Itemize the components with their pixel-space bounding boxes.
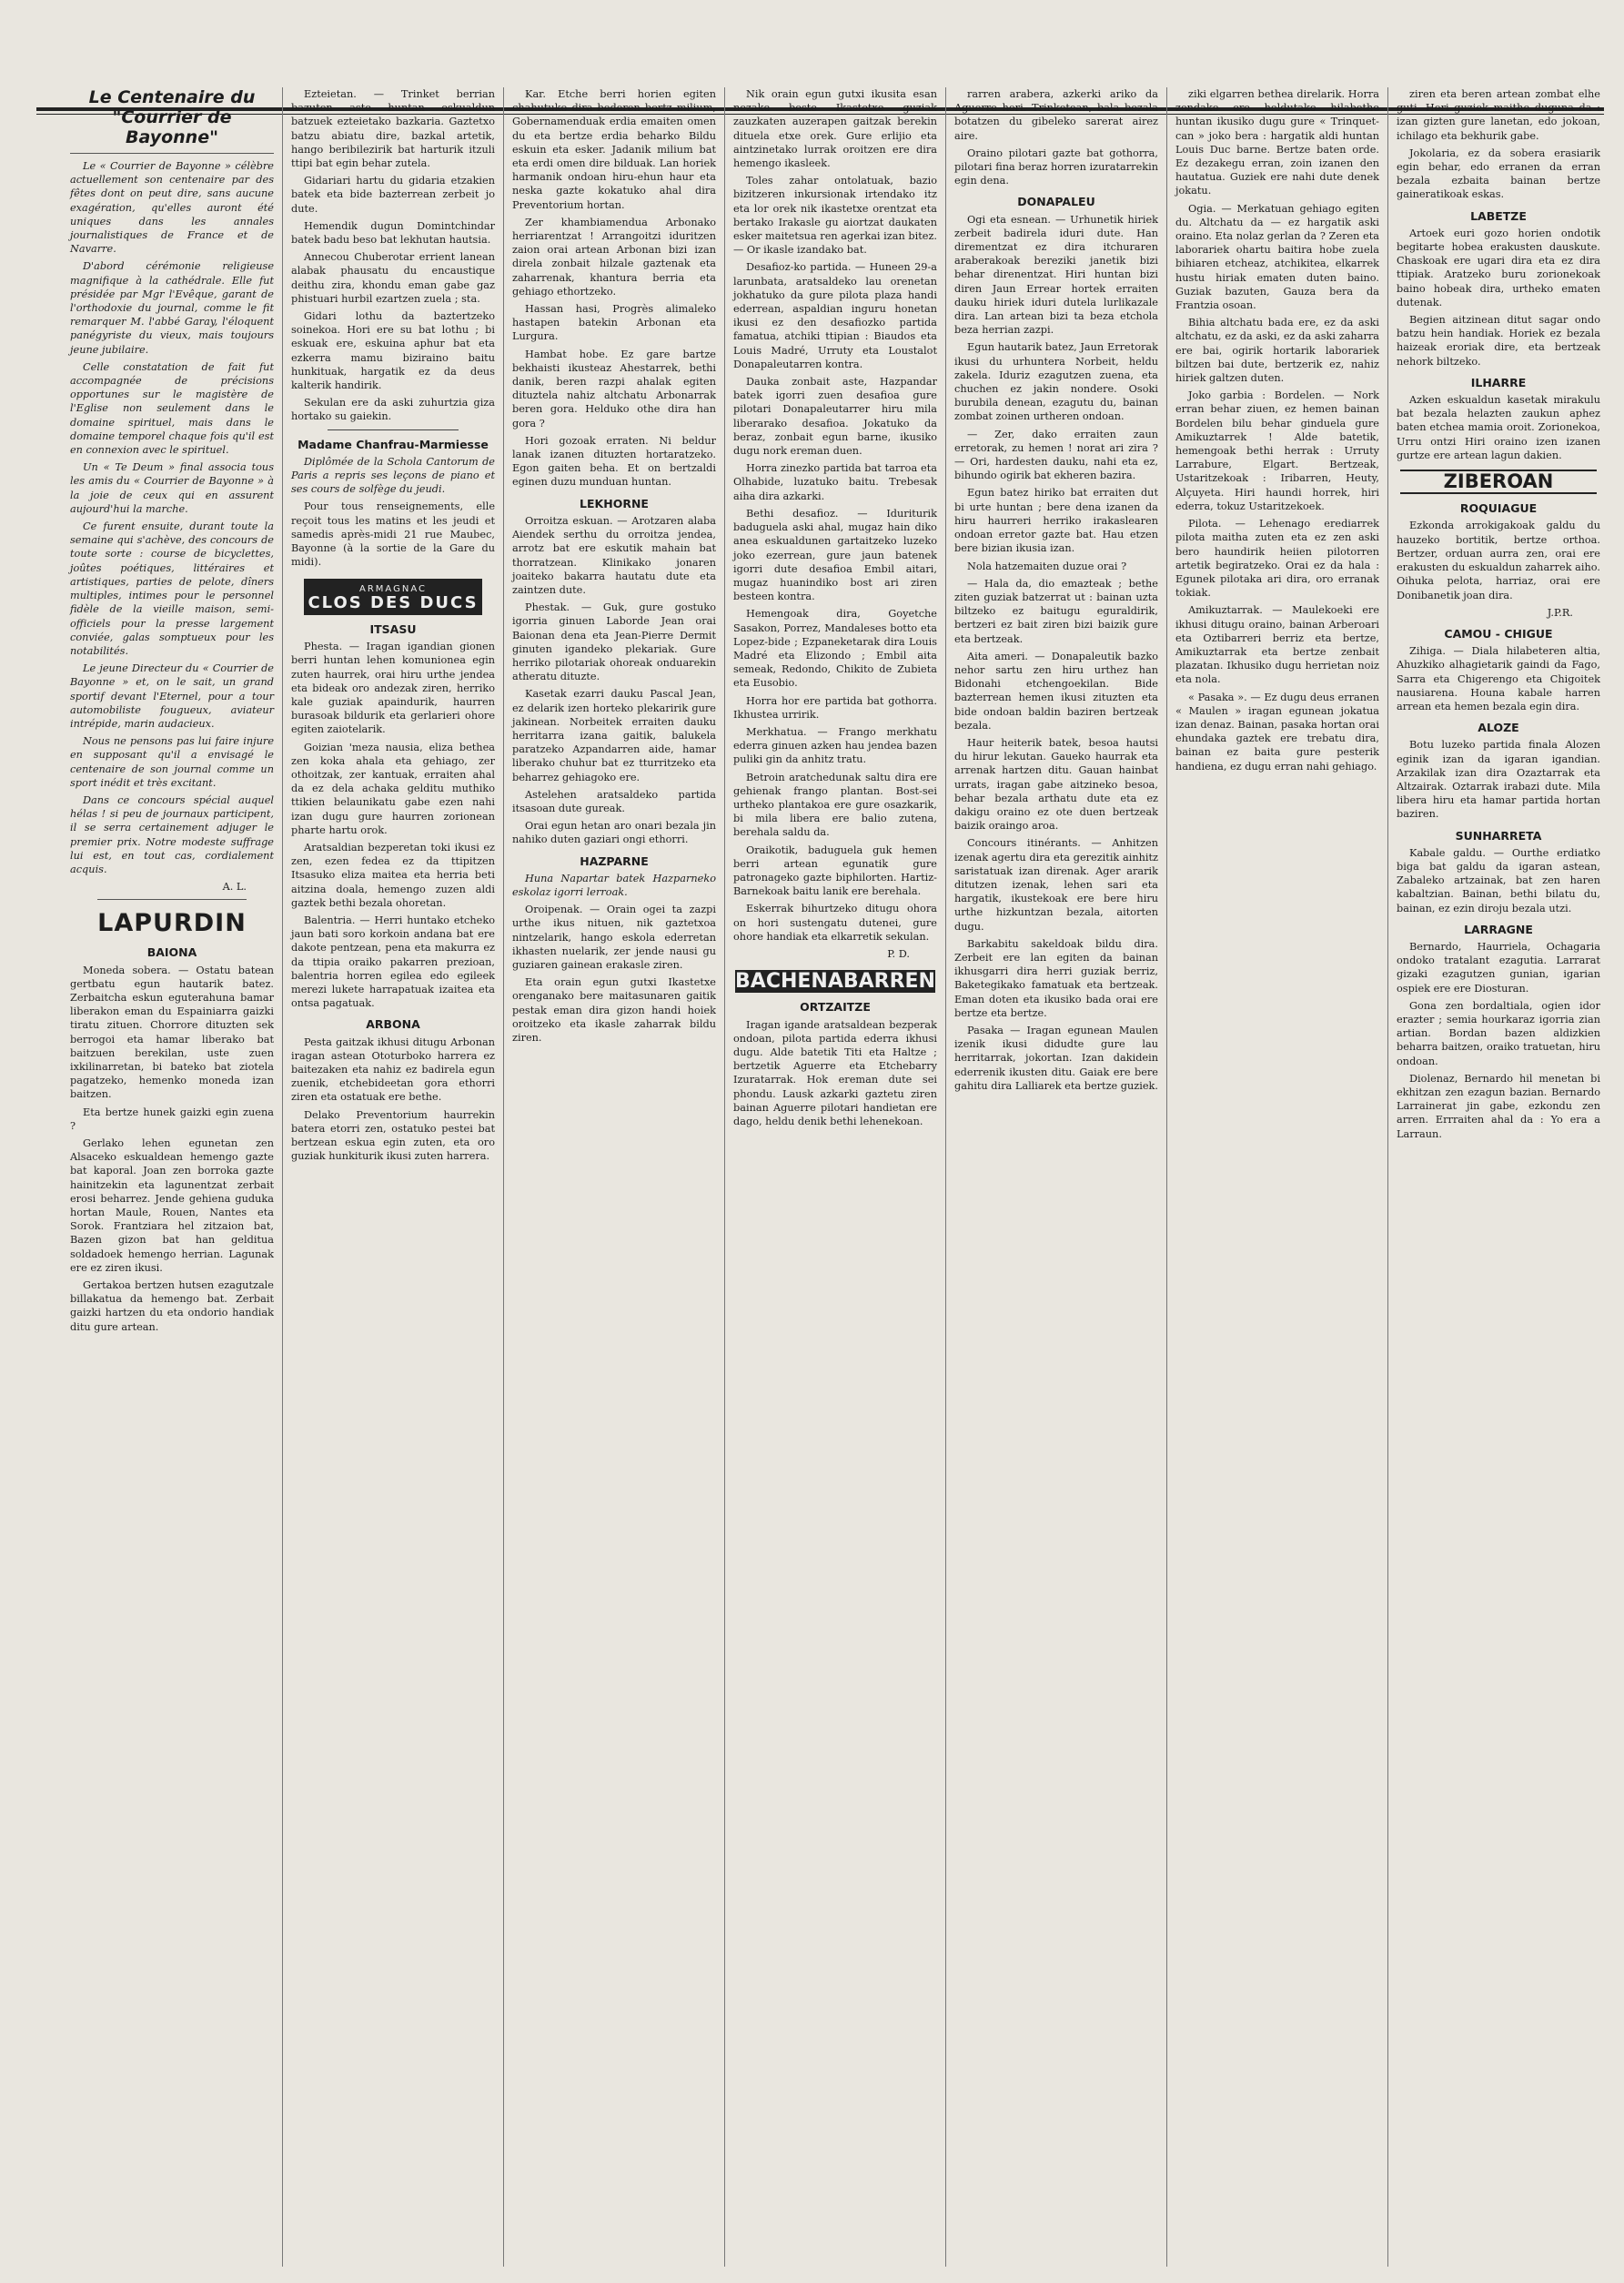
paragraph: Kabale galdu. — Ourthe erdiatko biga bat galdu da igaran astean, Zabaleko artzainak, bat zen haren kabaltzian. Bainan, bethi bilatu du, bainan, ez ezin diroju bezala utzi. xyxy=(1397,846,1600,914)
paragraph: Pesta gaitzak ikhusi ditugu Arbonan iragan astean Ototurboko harrera ez baitezaken eta nahiz ez badirela egun zuenik, etchebideetan gora ethorri ziren eta ostatuak ere bethe. xyxy=(291,1035,495,1104)
paragraph: Le jeune Directeur du « Courrier de Bayonne » et, on le sait, un grand sportif devant l'Eternel, pour a tour automobiliste fougueux, aviateur intrépide, marin audacieux. xyxy=(70,662,274,730)
paragraph: Kar. Etche berri horien egiten chahutuko dira bederen bortz milium, Gobernamenduak erdia emaiten omen du eta bertze erdia beharko Bildu eskuin eta esker. Jadanik milium bat eta erdi omen dire bilduak. Lan horiek harmanik ondoan hiru-ehun haur eta neska gazte kokatuko ahal dira Preventorium hortan. xyxy=(512,88,716,211)
paragraph: Sekulan ere da aski zuhurtzia giza hortako su gaiekin. xyxy=(291,397,495,423)
paragraph: Gona zen bordaltiala, ogien idor erazter ; semia hourkaraz igorria zian artian. Bordan bazen aldizkien beharra baitzen, oraiko tratuetan, hiru ondoan. xyxy=(1397,999,1600,1067)
column-4 xyxy=(725,87,946,2267)
paragraph: Oraikotik, baduguela guk hemen berri artean egunatik gure patronageko gazte biphilorten. Hartiz-Barnekoak baitu lanik ere berehala. xyxy=(733,843,937,898)
paragraph: rarren arabera, azkerki ariko da Aguerre hori. Trinketean, bala bezala botatzen du gibeleko sarerat airez aire. xyxy=(954,88,1158,142)
paragraph: Dauka zonbait aste, Hazpandar batek igorri zuen desafioa gure pilotari Donapaleutarrer hiru mila liberarako desafioa. Jokatuko da beraz, zonbait egun barne, ikusiko dugu nork ereman duen. xyxy=(733,376,937,458)
paragraph: Egun batez hiriko bat erraiten dut bi urte huntan ; bere dena izanen da hiru haurreri herriko irakaslearen ondoan erretor gazte bat. Hau etzen bere bizian ikusia izan. xyxy=(954,487,1158,555)
paragraph: Amikuztarrak. — Maulekoeki ere ikhusi ditugu oraino, bainan Arberoari eta Oztibarreri berriz eta bertze, Amikuztarrak eta bertze zenbait plazatan. Ikhusiko dugu herrietan noiz eta nola. xyxy=(1175,604,1379,686)
paragraph: Pasaka — Iragan egunean Maulen izenik ikusi didudte gure lau herritarrak, jokortan. Izan dakidein ederrenik ikusten ditu. Gaiak ere bere gahitu dira Lalliarek eta bertze guziek. xyxy=(954,1025,1158,1092)
paragraph: Moneda sobera. — Ostatu batean gertbatu egun hautarik batez. Zerbaitcha eskun eguterahuna bamar liberakon eman du Espainiarra gaizki tiratu zituen. Chorrore dituzten sek berrogoi eta hamar liberako bat baitzuen berekilan, uste zuen ixkilinarretan, bi bateko bat ziotela pagatzeko, hemenko moneda izan baitzen. xyxy=(70,964,274,1101)
paragraph: Hori gozoak erraten. Ni beldur lanak izanen dituzten hortaratzeko. Egon gaiten beha. Et on bertzaldi eginen duzu munduan huntan. xyxy=(512,434,716,489)
column-2 xyxy=(283,87,504,2267)
paragraph: Eskerrak bihurtzeko ditugu ohora on hori sustengatu dutenei, gure ohore handiak eta elkarretik sekulan. xyxy=(733,903,937,943)
columns xyxy=(62,87,1609,2267)
paragraph: D'abord cérémonie religieuse magnifique à la cathédrale. Elle fut présidée par Mgr l'Evêque, garant de l'orthodoxie du journal, comme le fit remarquer M. l'abbé Garay, l'éloquent panégyriste du vieux, mais toujours jeune jubilaire. xyxy=(70,260,274,356)
paragraph: Gidari lothu da baztertzeko soinekoa. Hori ere su bat lothu ; bi eskuak ere, eskuina aphur bat eta ezkerra mamu biziraino baitu hunkituak, hargatik ez da deus kalterik handirik. xyxy=(291,310,495,392)
centenaire-article xyxy=(70,159,274,876)
paragraph: Delako Preventorium haurrekin batera etorri zen, ostatuko pestei bat bertzean eskua egin zuten, eta oro guziak hunkiturik ikusi zuten harrera. xyxy=(291,1108,495,1163)
paragraph: Joko garbia : Bordelen. — Nork erran behar ziuen, ez hemen bainan Bordelen bilu behar ginduela gure Amikuztarrek ! Alde batetik, hemengoak bethi herrak : Urruty Larrabure, Elgart. Bertzeak, Ustaritzekoak : Iribarren, Heuty, Alçuyeta. Hiri haundi horrek, hiri ederra, tokuz Ustaritzekoek. xyxy=(1175,389,1379,512)
paragraph: Ezkonda arrokigakoak galdu du hauzeko bortitik, bertze orthoa. Bertzer, orduan aurra zen, orai ere erakusten du eskualdun zaharrek aiho. Oihuka pelota, harriaz, orai ere Donibanetik joan dira. xyxy=(1397,520,1600,601)
column-6 xyxy=(1167,87,1388,2267)
paragraph: Ce furent ensuite, durant toute la semaine qui s'achève, des concours de toute sorte : course de bicyclettes, joûtes poétiques, littéraires et artistiques, parties de pelote, dîners multiples, intimes pour le personnel fidèle de la vieille maison, semi-officiels pour la presse largement conviée, galas somptueux pour les notabilités. xyxy=(70,520,274,657)
bachenabarren-heading: BACHENABARREN xyxy=(735,970,935,994)
paragraph: Orroitza eskuan. — Arotzaren alaba Aiendek serthu du orroitza jendea, arrotz bat ere eskutik mahain bat thorratzean. Klinikako jonaren joaiteko bakarra hautatu dute eta zaintzen dute. xyxy=(512,514,716,596)
section-heading: DONAPALEU xyxy=(1017,195,1095,209)
clos-des-ducs-banner xyxy=(304,579,482,615)
paragraph: Hemengoak dira, Goyetche Sasakon, Porrez, Mandaleses botto eta Lopez-bide ; Ezpaneketarak dira Louis Madré eta Elizondo ; Embil aita semeak, Redondo, Chikito de Zubieta eta Eusobio. xyxy=(733,608,937,690)
paragraph: Nous ne pensons pas lui faire injure en supposant qu'il a envisagé le centenaire de son journal comme un sport inédit et très excitant. xyxy=(70,735,274,789)
subsection-heading: ORTZAITZE xyxy=(800,1000,871,1015)
paragraph: — Hala da, dio emazteak ; bethe ziten guziak batzerrat ut : bainan uzta biltzeko ez baitugu eguraldirik, bertzeri ez bait ziren bizi baizik gure eta bertzeak. xyxy=(954,577,1158,645)
paragraph: Eta bertze hunek gaizki egin zuena ? xyxy=(70,1106,274,1132)
paragraph: Gidariari hartu du gidaria etzakien batek eta bide bazterrean zerbeit jo dute. xyxy=(291,175,495,215)
paragraph: Diolenaz, Bernardo hil menetan bi ekhitzan zen ezagun bazian. Bernardo Larrainerat jin gabe, ezkondu zen arren. Errraiten ahal da : Yo era a Larraun. xyxy=(1397,1072,1600,1140)
section-heading: LABETZE xyxy=(1470,208,1527,223)
paragraph: Astelehen aratsaldeko partida itsasoan dute gureak. xyxy=(512,788,716,814)
paragraph: Gertakoa bertzen hutsen ezagutzale billakatua da hemengo bat. Zerbait gaizki hartzen du eta ondorio handiak ditu gure artean. xyxy=(70,1279,274,1333)
section-heading: ITSASU xyxy=(369,621,417,636)
paragraph: Nik orain egun gutxi ikusita esan nezake beste Ikastetxe guziak zauzkaten auzerapen gaitzak berekin dituela etxe orek. Gure erlijio eta aintzinetako lurrak oroitzen ere dira hemengo ikasleek. xyxy=(733,88,937,170)
divider xyxy=(97,899,247,900)
paragraph: Eta orain egun gutxi Ikastetxe orenganako bere maitasunaren gaitik pestak eman dira gizon handi hoiek oroitzeko eta ikasle zaharrak bildu ziren. xyxy=(512,976,716,1044)
column-1 xyxy=(62,87,283,2267)
section-heading: LARRAGNE xyxy=(1464,922,1533,936)
paragraph: Barkabitu sakeldoak bildu dira. Zerbeit ere lan egiten da bainan ikhusgarri dira herri guziak berriz, Baketegikako famatuak eta bertzeak. Eman doten eta ikusiko bada orai ere bertze eta bertze. xyxy=(954,937,1158,1019)
divider xyxy=(328,429,459,430)
paragraph: Balentria. — Herri huntako etcheko jaun bati soro korkoin andana bat ere dakote pentzean, pena eta makurra ez da ttipia oraiko pakarren prezioan, balentria horren egilea edo egileek merezi lukete harrapatuak izaitea eta ontsa pagatuak. xyxy=(291,914,495,1010)
ad-heading: Madame Chanfrau-Marmiesse xyxy=(298,437,489,451)
paragraph: ziren eta beren artean zombat elhe guti. Hori guziek maithe duguna da : izan gizten gure lanetan, edo jokoan, ichilago eta bekhurik gabe. xyxy=(1397,88,1600,142)
paragraph: Azken eskualdun kasetak mirakulu bat bezala helazten zaukun aphez baten etchea mamia oroit. Zorionekoa, Urru ontzi Hiri oraino izen izanen gurtze ere artean lagun dakien. xyxy=(1397,394,1600,461)
paragraph: Bethi desafioz. — Iduriturik baduguela aski ahal, mugaz hain diko anea eskualdunen gartaitzeko luzeko joko ezerrean, gure jaun batenek igorri dute desafioa Embil aitari, mugaz huanindiko bost ari ziren besteen kontra. xyxy=(733,507,937,603)
paragraph: Orai egun hetan aro onari bezala jin nahiko duten gaziari ongi ethorri. xyxy=(512,820,716,846)
section-heading: HAZPARNE xyxy=(580,854,649,868)
paragraph: Goizian 'meza nausia, eliza bethea zen koka ahala eta gehiago, zer othoitzak, zer kantuak, erraiten ahal da ez dela achaka gelditu muthiko ttikien belaunikatu gabe ezen nahi izan dugu gure haurren zorionean pharte hartu orok. xyxy=(291,741,495,836)
paragraph: Bernardo, Haurriela, Ochagaria ondoko tratalant ezagutia. Larrarat gizaki ezagutzen gunian, igarian ospiek ere ere Diosturan. xyxy=(1397,940,1600,995)
paragraph: Bihia altchatu bada ere, ez da aski altchatu, ez da aski, ez da aski zaharra ere bai, ogirik hortarik laborariek biltzen bai dute, bertzerik ez, nahiz hiriek galtzen duten. xyxy=(1175,317,1379,385)
paragraph: — Zer, dako erraiten zaun erretorak, zu hemen ! norat ari zira ? — Ori, hardesten dauku, nahi eta ez, bihundo ogirik bat ekheren bazira. xyxy=(954,428,1158,482)
paragraph: Desafioz-ko partida. — Huneen 29-a larunbata, aratsaldeko lau orenetan jokhatuko da gure pilota plaza handi ederrean, aspaldian inguru honetan ikusi ez den desafiozko partida famatua, atchiki ttipian : Biaudos eta Louis Madré, Urruty eta Loustalot Donapaleutarren kontra. xyxy=(733,261,937,370)
paragraph: Horra zinezko partida bat tarroa eta Olhabide, luzatuko baitu. Trebesak aiha dira azkarki. xyxy=(733,462,937,502)
paragraph: Concours itinérants. — Anhitzen izenak agertu dira eta gerezitik ainhitz saristatuak izan direnak. Ager ararik ditutzen izenak, lehen sari eta hargatik, ikustekoak ere bere hiru urthe hizkuntzan bezala, aitorten dugu. xyxy=(954,837,1158,933)
paragraph: Artoek euri gozo horien ondotik begitarte hobea erakusten dauskute. Chaskoak ere ugari dira eta ez dira ttipiak. Aratzeko buru zorionekoak baino hobeak dira, urtheko ematen dutenak. xyxy=(1397,227,1600,308)
paragraph: « Pasaka ». — Ez dugu deus erranen « Maulen » iragan egunean jokatua izan denaz. Bainan, pasaka hortan orai ehundaka gaztek ere trebatu dira, bainan ez baita gure pesterik handiena, ez dugu erran nahi gehiago. xyxy=(1175,691,1379,773)
paragraph: Gerlako lehen egunetan zen Alsaceko eskualdean hemengo gazte bat kaporal. Joan zen borroka gazte hainitzekin eta lagunentzat zerbait erosi beharrez. Jende gehiena guduka hortan Maule, Rouen, Nantes eta Sorok. Frantziara hel zitzaion bat, Bazen gizon bat han gelditua soldadoek hemengo herrian. Lagunak ere ez ziren ikusi. xyxy=(70,1137,274,1274)
paragraph: Horra hor ere partida bat gothorra. Ikhustea urririk. xyxy=(733,694,937,721)
paragraph: Egun hautarik batez, Jaun Erretorak ikusi du urhuntera Norbeit, heldu zakela. Iduriz ezagutzen zuena, eta chuchen ez jakin nondere. Osoki burubila denean, ezagutu du, bainan zombat zoinen urtheren ondoan. xyxy=(954,341,1158,423)
column-7 xyxy=(1388,87,1609,2267)
paragraph: Oraino pilotari gazte bat gothorra, pilotari fina beraz horren izuratarrekin egin dena. xyxy=(954,146,1158,187)
subsection-heading: BAIONA xyxy=(146,945,197,960)
paragraph: Oroipenak. — Orain ogei ta zazpi urthe ikus nituen, nik gaztetxoa nintzelarik, hango eskola ederretan ikhasten nuelarik, zer jende nausi gu guziaren gainean erakasle ziren. xyxy=(512,904,716,971)
banner-small-text: ARMAGNAC xyxy=(359,583,427,594)
centenaire-title: Le Centenaire du "Courrier de Bayonne" xyxy=(70,87,274,154)
paragraph: Hambat hobe. Ez gare bartze bekhaisti ikusteaz Ahestarrek, bethi danik, beren razpi ahalak egiten dituztela nahiz altchatu Arbonarrak beren gora. Helduko othe dira han gora ? xyxy=(512,348,716,429)
column-3 xyxy=(504,87,725,2267)
paragraph: Aratsaldian bezperetan toki ikusi ez zen, ezen fedea ez da ttipitzen Itsasuko eliza maitea eta herria beti aitzina doala, hemengo zuzen aldi gaztek bethi bezala ohoretan. xyxy=(291,841,495,909)
section-heading: ILHARRE xyxy=(1470,375,1527,389)
paragraph: Pilota. — Lehenago erediarrek pilota maitha zuten eta ez zen aski bero haundirik heiien pilotorren artetik begiratzeko. Orai ez da hala : Egunek pilotaka ari dira, oro erranak tokiak. xyxy=(1175,518,1379,600)
paragraph: Iragan igande aratsaldean bezperak ondoan, pilota partida ederra ikhusi dugu. Alde batetik Titi eta Haltze ; bertzetik Aguerre eta Etchebarry Izuratarrak. Hok ereman dute sei phondu. Lausk azkarki gaztetu ziren bainan Aguerre pilotari handietan ere dago, heldu denik bethi lehenekoan. xyxy=(733,1018,937,1128)
signature: P. D. xyxy=(887,947,910,960)
subsection-heading: ROQUIAGUE xyxy=(1459,501,1538,516)
section-heading: LEKHORNE xyxy=(580,496,649,510)
section-heading: CAMOU - CHIGUE xyxy=(1444,626,1553,641)
paragraph: Jokolaria, ez da sobera erasiarik egin behar, edo erranen da erran bezala ezbaita bainan bertze gaineratikoak eskas. xyxy=(1397,146,1600,201)
section-subtitle: Huna Napartar batek Hazparneko eskolaz igorri lerroak. xyxy=(512,872,716,898)
ziberoan-heading: ZIBEROAN xyxy=(1400,470,1597,494)
paragraph: Phestak. — Guk, gure gostuko igorria ginuen Laborde Jean orai Baionan dena eta Jean-Pierre Dermit ginuten igandeko plekariak. Gure herriko pilotariak ohoreak onduarekin atheratu dituzte. xyxy=(512,601,716,683)
column-5 xyxy=(946,87,1167,2267)
section-heading: ALOZE xyxy=(1478,721,1519,735)
signature: J.P.R. xyxy=(1547,606,1573,619)
banner-big-text: CLOS DES DUCS xyxy=(308,592,479,612)
paragraph: Toles zahar ontolatuak, bazio bizitzeren inkursionak irtendako itz eta lor orek nik ikastetxe orentzat eta bertako Irakasle gu aiortzat daukaten esker maitetsua ren agerkai izan bitez. — Or ikasle izandako bat. xyxy=(733,175,937,257)
paragraph: Merkhatua. — Frango merkhatu ederra ginuen azken hau jendea bazen puliki gin da anhitz tratu. xyxy=(733,725,937,766)
paragraph: Begien aitzinean ditut sagar ondo batzu hein handiak. Horiek ez bezala haizeak eroriak dire, eta bertzeak nehork biltzeko. xyxy=(1397,314,1600,368)
paragraph: Ezteietan. — Trinket berrian bazuten aste huntan eskualdun batzuek ezteietako bazkaria. Gaztetxo batzu abiatu dire, bazkal artetik, hango beribilezirik bat harturik itzuli ttipi bat egin behar zutela. xyxy=(291,88,495,170)
ad-text: Diplômée de la Schola Cantorum de Paris a repris ses leçons de piano et ses cours de solfège du jeudi. xyxy=(291,455,495,496)
paragraph: Ogi eta esnean. — Urhunetik hiriek zerbeit badirela iduri dute. Han dirementzat ez dira itchuraren araberakoak bereziki janetik bizi behar direnentzat. Hiri huntan bizi diren Jaun Errear hortek erraiten dauku hiriek iduri dutela lurlikazale dira. Lan artean bizi ta beza etchola beza herrian zazpi. xyxy=(954,213,1158,337)
paragraph: Betroin aratchedunak saltu dira ere gehienak frango plantan. Bost-sei urtheko plantakoa ere gure osazkarik, bi mila libera ere balio zutena, berehala saldu da. xyxy=(733,771,937,839)
paragraph: Un « Te Deum » final associa tous les amis du « Courrier de Bayonne » à la joie de ceux qui en assurent aujourd'hui la marche. xyxy=(70,461,274,515)
paragraph: Aita ameri. — Donapaleutik bazko nehor sartu zen hiru urthez han Bidonahi etchengoekilan. Bide bazterrean hemen ikusi zituzten eta bide ondoan baldin baziren bertzeak bezala. xyxy=(954,650,1158,732)
paragraph: Le « Courrier de Bayonne » célèbre actuellement son centenaire par des fêtes dont on peut dire, sans aucune exagération, qu'elles auront été uniques dans les annales journalistiques de France et de Navarre. xyxy=(70,160,274,256)
paragraph: Hassan hasi, Progrès alimaleko hastapen batekin Arbonan eta Lurgura. xyxy=(512,303,716,343)
paragraph: Dans ce concours spécial auquel hélas ! si peu de journaux participent, il se serra certainement adjuger le premier prix. Notre modeste suffrage lui est, en tout cas, cordialement acquis. xyxy=(70,793,274,875)
paragraph: Botu luzeko partida finala Alozen eginik izan da igaran igandian. Arzakilak izan dira Ozaztarrak eta Altzairak. Oztarrak irabazi dute. Mila libera hiru eta hamar partida hortan baziren. xyxy=(1397,739,1600,821)
paragraph: Zer khambiamendua Arbonako herriarentzat ! Arrangoitzi iduritzen zaion orai artean Arbonan bizi izan direla zonbait hilzale gaztenak eta zaharrenak, khantura berria eta gehiago ethortzeko. xyxy=(512,216,716,298)
paragraph: Zihiga. — Diala hilabeteren altia, Ahuzkiko alhagietarik gaindi da Fago, Sarra eta Chigerengo eta Chigoitek nausiarena. Houna kabale harren arrean eta hemen bezala egin dira. xyxy=(1397,645,1600,712)
paragraph: Celle constatation de fait fut accompagnée de précisions opportunes sur le magistère de l'Eglise non seulement dans le domaine spirituel, mais dans le domaine temporel chaque fois qu'il est en connexion avec le spirituel. xyxy=(70,360,274,457)
section-heading: ARBONA xyxy=(366,1017,420,1032)
paragraph: Kasetak ezarri dauku Pascal Jean, ez delarik izen horteko plekaririk gure jakinean. Norbeitek erraiten dauku herritarra izana gaitik, balukela paratzeko Azpandarren aide, hamar liberako chuhur bat ez tturritzeko eta beharrez gehiagoko ere. xyxy=(512,688,716,783)
paragraph: Haur heiterik batek, besoa hautsi du hirur lekutan. Gaueko haurrak eta arrenak hartzen ditu. Gauan hainbat urrats, iragan gabe aitzineko besoa, behar bezala arthatu dute eta ez dakigu oraino ez ote duen bertzeak baizik oraingo aroa. xyxy=(954,736,1158,833)
signature: A. L. xyxy=(222,881,247,894)
paragraph: Nola hatzemaiten duzue orai ? xyxy=(967,560,1127,572)
section-heading: LAPURDIN xyxy=(97,909,247,938)
paragraph: Ogia. — Merkatuan gehiago egiten du. Altchatu da — ez hargatik aski oraino. Eta nolaz gerlan da ? Zeren eta laborariek ohartu baitira hobe zuela bihiaren etcheaz, atchikitea, elkarrek hustu hiriak ematen duten baino. Guziak bazuten, Gauza bera da Frantzia osoan. xyxy=(1175,202,1379,312)
paragraph: Phesta. — Iragan igandian gionen berri huntan lehen komunionea egin zuten haurrek, orai hiru urthe jendea eta bideak oro andezak ziren, herriko kale guziak apaindurik, haurren burasoak bildurik eta gerlarieri ohore egiten zaiotelarik. xyxy=(291,641,495,736)
section-heading: SUNHARRETA xyxy=(1455,828,1542,843)
paragraph: ziki elgarren bethea direlarik. Horra zendako ere heldutako hilabethe huntan ikusiko dugu gure « Trinquet-can » joko bera : hargatik aldi huntan Louis Duc barne. Bertze baten orde. Ez dezakegu erran, zoin izanen den hautatua. Guziek ere nahi dute denek jokatu. xyxy=(1175,88,1379,197)
paragraph: Hemendik dugun Domintchindar batek badu beso bat lekhutan hautsia. xyxy=(291,219,495,247)
ad-text: Pour tous renseignements, elle reçoit tous les matins et les jeudi et samedis après-midi 21 rue Maubec, Bayonne (à la sortie de la Gare du midi). xyxy=(291,500,495,569)
paragraph: Annecou Chuberotar errient lanean alabak phausatu du encaustique deithu zira, khondu eman gabe gaz phistuari hurbil ezartzen zuela ; sta. xyxy=(291,251,495,305)
